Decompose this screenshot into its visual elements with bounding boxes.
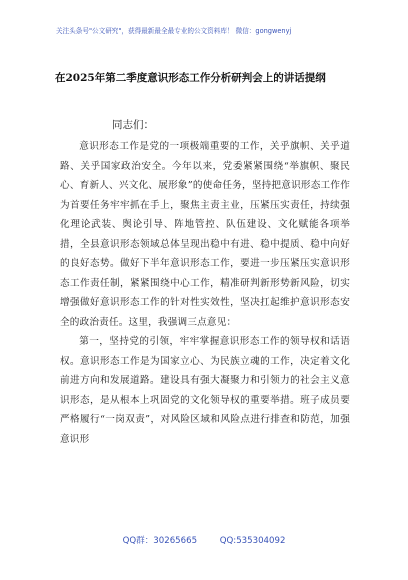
header-notice: 关注头条号"公文研究"，获得最新最全最专业的公文资料库！ 微信：gongwenyj	[56, 27, 292, 35]
qq-group-text: QQ群：30265665	[122, 536, 198, 546]
document-title: 在2025年第二季度意识形态工作分析研判会上的讲话提纲	[55, 72, 326, 84]
paragraph-first-point: 第一，坚持党的引领，牢牢掌握意识形态工作的领导权和话语权。意识形态工作是为国家立心、为民族立魂的工作，决定着文化前进方向和发展道路。建设具有强大凝聚力和引领力的社会主义意识形态，是从根本上巩固党的文化领导权的重要举措。班子成员要严格履行“一岗双责”，对风险区域和风险点进行排查和防范，加强意识形	[60, 336, 350, 445]
salutation: 同志们：	[112, 119, 154, 131]
paragraph-intro: 意识形态工作是党的一项极端重要的工作，关乎旗帜、关乎道路、关乎国家政治安全。今年以来，党委紧紧围绕“举旗帜、聚民心、育新人、兴文化、展形象”的使命任务，坚持把意识形态工作作为首要任务牢牢抓在手上，聚焦主责主业，压紧压实责任，持续强化理论武装、舆论引导、阵地管控、队伍建设、文化赋能各项举措，全县意识形态领域总体呈现出稳中有进、稳中提质、稳中向好的良好态势。做好下半年意识形态工作，要进一步压紧压实意识形态工作责任制，紧紧围绕中心工作，精准研判新形势新风险，切实增强做好意识形态工作的针对性实效性，坚决扛起维护意识形态安全的政治责任。这里，我强调三点意见：	[60, 141, 350, 328]
footer-contact	[0, 534, 408, 546]
qq-text: QQ:535304092	[219, 536, 286, 546]
document-body	[60, 137, 350, 449]
